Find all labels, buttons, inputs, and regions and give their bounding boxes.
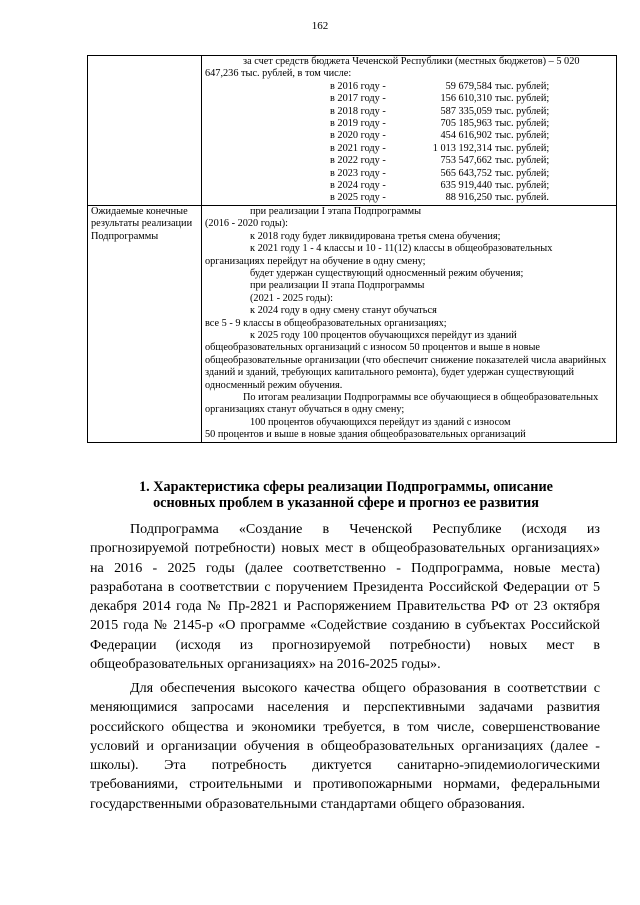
budget-unit: тыс. рублей.	[495, 192, 549, 204]
results-line: все 5 - 9 классы в общеобразовательных организациях;	[205, 317, 447, 329]
budget-year: в 2025 году -	[330, 192, 386, 204]
paragraph-2: Для обеспечения высокого качества общего образования в соответствии с меняющимися запросами населения и перспективными задачами развития российского общества и экономики требуется, в том числе, совершенствование условий и организации обучения в общеобразовательных организациях (далее - школы). Эта потребность диктуется санитарно-эпидемиологическими требованиями, строительными и противопожарными нормами, федеральными государственными образовательными стандартами общего образования.	[90, 680, 600, 812]
section-heading-line1: 1. Характеристика сферы реализации Подпрограммы, описание	[139, 479, 553, 495]
budget-unit: тыс. рублей;	[495, 155, 550, 167]
budget-amount: 587 335,059	[440, 105, 492, 117]
budget-year: в 2024 году -	[330, 180, 386, 192]
results-content-cell	[202, 205, 617, 442]
budget-year-row	[330, 118, 613, 130]
results-line: к 2018 году будет ликвидирована третья смена обучения;	[250, 230, 501, 242]
budget-year: в 2023 году -	[330, 167, 386, 179]
budget-amount: 753 547,662	[440, 155, 492, 167]
page-number: 162	[311, 20, 329, 32]
budget-unit: тыс. рублей;	[495, 130, 550, 142]
results-line: (2021 - 2025 годы):	[250, 292, 334, 304]
budget-year-row	[330, 130, 613, 142]
results-line: к 2021 году 1 - 4 классы и 10 - 11(12) классы в общеобразовательных организациях перейдут на обучение в одну смену;	[205, 243, 553, 267]
budget-year-row	[330, 81, 613, 93]
budget-amount: 1 013 192,314	[432, 142, 492, 154]
budget-year: в 2017 году -	[330, 93, 386, 105]
budget-amount: 156 610,310	[440, 93, 492, 105]
paragraph-2-block	[90, 679, 600, 814]
results-line: к 2025 году 100 процентов обучающихся перейдут из зданий общеобразовательных организаций с износом 50 процентов и выше в новые общеобразовательные организации (что обеспечит снижение показателей числа аварийных зданий и зданий, требующих капитального ремонта), будет удержан существующий односменный режим обучения.	[205, 329, 607, 391]
results-row	[88, 205, 617, 442]
budget-year-row	[330, 155, 613, 167]
budget-year: в 2016 году -	[330, 80, 386, 92]
budget-label-cell	[88, 56, 202, 206]
budget-unit: тыс. рублей;	[495, 80, 550, 92]
paragraph-1: Подпрограмма «Создание в Чеченской Республике (исходя из прогнозируемой потребности) новых мест в общеобразовательных организациях» на 2016 - 2025 годы (далее соответственно - Подпрограмма, новые места) разработана в соответствии с поручением Президента Российской Федерации от 5 декабря 2014 года № Пр-2821 и Распоряжением Правительства РФ от 23 октября 2015 года № 2145-р «О программе «Содействие созданию в субъектах Российской Федерации (исходя из прогнозируемой потребности) новых мест в общеобразовательных организациях» на 2016-2025 годы».	[90, 521, 600, 673]
budget-unit: тыс. рублей;	[495, 180, 550, 192]
section-heading-line2: основных проблем в указанной сфере и прогноз ее развития	[153, 495, 539, 511]
results-line: По итогам реализации Подпрограммы все обучающиеся в общеобразовательных организациях станут обучаться в одну смену;	[205, 391, 599, 416]
budget-unit: тыс. рублей;	[495, 118, 550, 130]
subprogram-passport-table	[87, 55, 617, 443]
budget-intro: за счет средств бюджета Чеченской Республики (местных бюджетов) – 5 020 647,236 тыс. рублей, в том числе:	[205, 56, 580, 80]
budget-amount: 635 919,440	[440, 180, 492, 192]
results-line: (2016 - 2020 годы):	[205, 218, 289, 230]
budget-amount: 454 616,902	[440, 130, 492, 142]
budget-year: в 2018 году -	[330, 105, 386, 117]
paragraph-1-block	[90, 520, 600, 674]
results-line: будет удержан существующий односменный режим обучения;	[250, 267, 524, 279]
section-heading	[90, 479, 602, 511]
budget-amount: 565 643,752	[440, 167, 492, 179]
results-line: 50 процентов и выше в новые здания общеобразовательных организаций	[205, 429, 526, 441]
budget-unit: тыс. рублей;	[495, 142, 550, 154]
budget-year-row	[330, 180, 613, 192]
budget-year-row	[330, 168, 613, 180]
budget-unit: тыс. рублей;	[495, 105, 550, 117]
results-line: 100 процентов обучающихся перейдут из зданий с износом	[250, 416, 511, 428]
results-line: при реализации II этапа Подпрограммы	[250, 280, 425, 292]
budget-content-cell	[202, 56, 617, 206]
budget-year: в 2021 году -	[330, 142, 386, 154]
budget-row	[88, 56, 617, 206]
budget-year-row	[330, 143, 613, 155]
budget-unit: тыс. рублей;	[495, 93, 550, 105]
budget-year: в 2019 году -	[330, 118, 386, 130]
budget-amount: 705 185,963	[440, 118, 492, 130]
budget-year-row	[330, 106, 613, 118]
results-line: к 2024 году в одну смену станут обучаться	[250, 305, 437, 317]
budget-amount: 88 916,250	[445, 192, 492, 204]
budget-year: в 2022 году -	[330, 155, 386, 167]
budget-amount: 59 679,584	[445, 80, 492, 92]
results-line: при реализации I этапа Подпрограммы	[250, 205, 422, 217]
results-label: Ожидаемые конечные результаты реализации Подпрограммы	[88, 205, 202, 442]
budget-unit: тыс. рублей;	[495, 167, 550, 179]
budget-year: в 2020 году -	[330, 130, 386, 142]
budget-year-list	[205, 81, 613, 205]
budget-year-row	[330, 192, 613, 204]
budget-year-row	[330, 93, 613, 105]
